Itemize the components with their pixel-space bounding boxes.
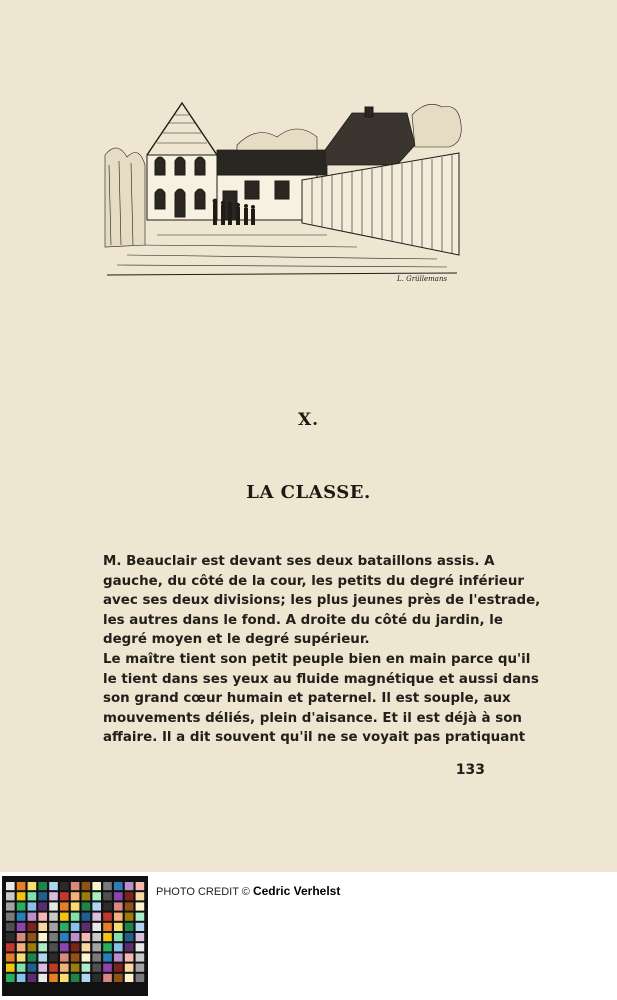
color-patch (125, 882, 134, 890)
color-patch (28, 943, 37, 951)
color-patch (71, 913, 80, 921)
color-patch (125, 943, 134, 951)
color-patch (103, 953, 112, 961)
color-patch (103, 902, 112, 910)
body-text (87, 552, 541, 748)
text-line: son grand cœur humain et paternel. Il est souple, aux (103, 691, 511, 707)
color-patch (103, 913, 112, 921)
color-patch (60, 933, 69, 941)
color-patch (125, 974, 134, 982)
color-patch (125, 913, 134, 921)
color-patch (17, 974, 26, 982)
color-patch (136, 933, 145, 941)
color-patch (38, 964, 47, 972)
color-patch (6, 902, 15, 910)
paragraph (87, 552, 541, 650)
color-patch (103, 974, 112, 982)
color-patch (28, 902, 37, 910)
color-patch (38, 882, 47, 890)
color-patch (103, 892, 112, 900)
color-patch (6, 913, 15, 921)
color-patch (6, 892, 15, 900)
color-patch (92, 933, 101, 941)
color-patch (82, 974, 91, 982)
color-patch (6, 923, 15, 931)
color-patch (60, 913, 69, 921)
color-patch (136, 974, 145, 982)
color-patch (28, 953, 37, 961)
color-patch (136, 943, 145, 951)
color-patch (92, 923, 101, 931)
color-patch (49, 974, 58, 982)
color-patch (28, 964, 37, 972)
color-patch (17, 943, 26, 951)
color-patch (38, 953, 47, 961)
text-line: degré moyen et le degré supérieur. (103, 632, 370, 648)
color-patch (60, 882, 69, 890)
color-patch (49, 913, 58, 921)
color-patch (38, 933, 47, 941)
color-patch (136, 913, 145, 921)
color-calibration-chart (2, 876, 148, 996)
color-patch (17, 902, 26, 910)
color-patch (6, 953, 15, 961)
color-patch (17, 913, 26, 921)
color-patch (49, 902, 58, 910)
color-patch (92, 974, 101, 982)
color-patch (71, 943, 80, 951)
text-line: mouvements déliés, plein d'aisance. Et il est déjà à son (103, 710, 522, 726)
color-patch (6, 974, 15, 982)
color-patch (125, 902, 134, 910)
color-patch (136, 902, 145, 910)
color-patch (92, 953, 101, 961)
color-patch (6, 943, 15, 951)
color-patch (49, 953, 58, 961)
color-patch (28, 892, 37, 900)
color-patch (17, 933, 26, 941)
color-patch (125, 923, 134, 931)
color-patch (82, 923, 91, 931)
color-patch (114, 953, 123, 961)
color-patch (114, 933, 123, 941)
color-patch (103, 943, 112, 951)
color-patch (28, 913, 37, 921)
text-line: les autres dans le fond. A droite du côté du jardin, le (103, 612, 503, 628)
color-patch (60, 923, 69, 931)
color-patch (114, 964, 123, 972)
text-line: M. Beauclair est devant ses deux bataillons assis. A (103, 554, 495, 569)
color-patch (28, 923, 37, 931)
color-patch (71, 892, 80, 900)
color-patch (125, 933, 134, 941)
color-patch (125, 964, 134, 972)
color-patch (114, 943, 123, 951)
color-patch (92, 892, 101, 900)
color-patch (114, 913, 123, 921)
color-patch (17, 892, 26, 900)
color-patch (82, 913, 91, 921)
color-patch (136, 923, 145, 931)
color-patch (71, 953, 80, 961)
color-patch (49, 933, 58, 941)
color-patch (136, 964, 145, 972)
color-patch (125, 953, 134, 961)
credit-name: Cedric Verhelst (252, 884, 341, 898)
illustration-signature: L. Grüllemans (397, 275, 448, 283)
color-patch (136, 892, 145, 900)
color-patch (71, 882, 80, 890)
color-patch (60, 943, 69, 951)
color-patch (82, 902, 91, 910)
color-patch (82, 882, 91, 890)
color-patch (60, 964, 69, 972)
color-patch (38, 943, 47, 951)
color-patch (28, 974, 37, 982)
color-patch (60, 892, 69, 900)
color-patch (49, 882, 58, 890)
color-patch (38, 892, 47, 900)
color-patch (6, 882, 15, 890)
color-patch (17, 964, 26, 972)
color-patch (17, 953, 26, 961)
color-patch (17, 882, 26, 890)
schoolhouse-illustration (97, 95, 465, 283)
color-patch (28, 933, 37, 941)
color-patch (71, 933, 80, 941)
color-patch (38, 923, 47, 931)
color-patch (49, 923, 58, 931)
color-patch (114, 923, 123, 931)
text-line: Le maître tient son petit peuple bien en main parce qu'il (103, 651, 531, 667)
color-patch (92, 902, 101, 910)
text-line: avec ses deux divisions; les plus jeunes près de l'estrade, (103, 593, 541, 609)
color-patch (103, 964, 112, 972)
chapter-title: LA CLASSE. (246, 482, 371, 503)
color-patch (71, 964, 80, 972)
paragraph (87, 650, 539, 748)
color-patch (103, 923, 112, 931)
color-patch (28, 882, 37, 890)
color-patch (49, 943, 58, 951)
color-patch (38, 974, 47, 982)
text-line: gauche, du côté de la cour, les petits du degré inférieur (103, 573, 525, 589)
color-patch (17, 923, 26, 931)
color-patch (136, 953, 145, 961)
color-patch (71, 974, 80, 982)
credit-label: PHOTO CREDIT © (156, 886, 250, 898)
color-patch (92, 913, 101, 921)
color-patch (125, 892, 134, 900)
color-patch (71, 923, 80, 931)
color-patch (82, 953, 91, 961)
color-patch (114, 882, 123, 890)
color-patch (136, 882, 145, 890)
chapter-number: X. (297, 410, 320, 430)
color-patch (49, 892, 58, 900)
color-patch (103, 882, 112, 890)
color-patch (114, 974, 123, 982)
color-patch (60, 953, 69, 961)
color-patch (82, 892, 91, 900)
text-line: affaire. Il a dit souvent qu'il ne se voyait pas pratiquant (103, 730, 526, 746)
photo-credit (156, 884, 340, 898)
color-patch (92, 943, 101, 951)
color-patch (71, 902, 80, 910)
color-patch (103, 933, 112, 941)
page-number: 133 (455, 762, 485, 778)
color-patch (6, 964, 15, 972)
color-patch (6, 933, 15, 941)
color-patch (92, 964, 101, 972)
color-patch (92, 882, 101, 890)
color-patch (49, 964, 58, 972)
color-patch (60, 902, 69, 910)
color-patch (114, 902, 123, 910)
text-line: le tient dans ses yeux au fluide magnétique et aussi dans (103, 671, 539, 687)
color-patch (114, 892, 123, 900)
color-patch (82, 933, 91, 941)
color-patch (38, 913, 47, 921)
color-patch (82, 943, 91, 951)
color-patch (82, 964, 91, 972)
color-patch (38, 902, 47, 910)
color-patch (60, 974, 69, 982)
